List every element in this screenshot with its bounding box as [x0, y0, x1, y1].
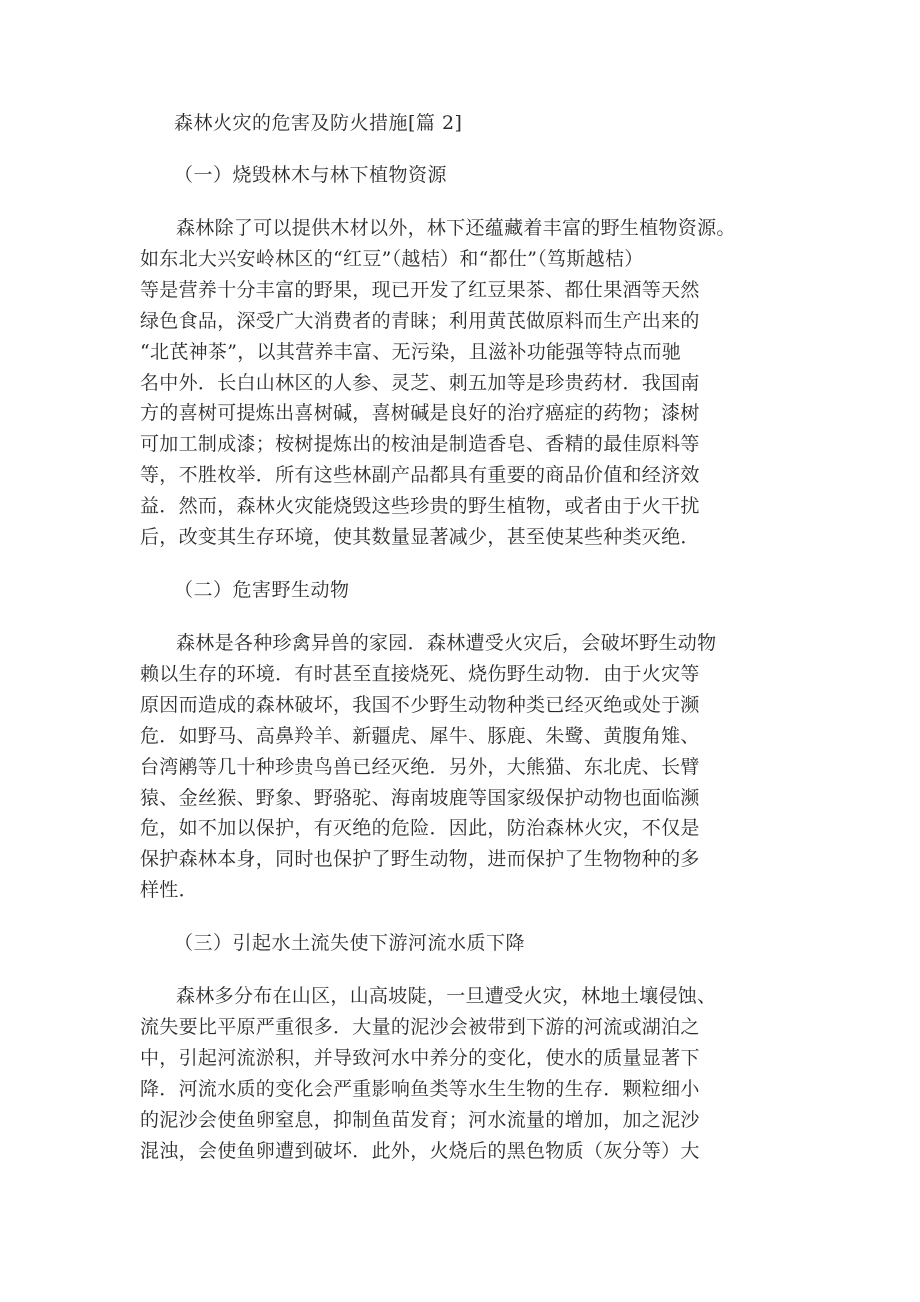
paragraph-line: 森林是各种珍禽异兽的家园．森林遭受火灾后，会破坏野生动物	[176, 631, 717, 654]
paragraph-line: “北芪神茶”，以其营养丰富、无污染，且滋补功能强等特点而驰	[140, 340, 682, 363]
section-paragraph-2	[140, 628, 800, 906]
paragraph-line: 如东北大兴安岭林区的“红豆”（越桔）和“都仕”（笃斯越桔）	[140, 247, 644, 270]
paragraph-line: 森林多分布在山区，山高坡陡，一旦遭受火灾，林地土壤侵蚀、	[176, 985, 717, 1008]
section-heading-2: （二）危害野生动物	[174, 578, 350, 601]
paragraph-line: 等，不胜枚举．所有这些林副产品都具有重要的商品价值和经济效	[140, 464, 700, 487]
paragraph-line: 混浊，会使鱼卵遭到破坏．此外，火烧后的黑色物质（灰分等）大	[140, 1139, 700, 1162]
paragraph-line: 猿、金丝猴、野象、野骆驼、海南坡鹿等国家级保护动物也面临濒	[140, 786, 700, 809]
section-heading-1: （一）烧毁林木与林下植物资源	[174, 164, 448, 186]
paragraph-line: 样性．	[140, 879, 198, 902]
paragraph-line: 等是营养十分丰富的野果，现已开发了红豆果茶、都仕果酒等天然	[140, 278, 700, 301]
paragraph-line: 可加工制成漆；桉树提炼出的桉油是制造香皂、香精的最佳原料等	[140, 433, 700, 456]
paragraph-line: 保护森林本身，同时也保护了野生动物，进而保护了生物物种的多	[140, 848, 700, 871]
section-paragraph-1	[140, 213, 800, 553]
paragraph-line: 绿色食品，深受广大消费者的青睐；利用黄芪做原料而生产出来的	[140, 309, 700, 332]
paragraph-line: 中，引起河流淤积，并导致河水中养分的变化，使水的质量显著下	[140, 1046, 700, 1069]
document-title: 森林火灾的危害及防火措施[篇 2]	[174, 112, 463, 134]
paragraph-line: 赖以生存的环境．有时甚至直接烧死、烧伤野生动物．由于火灾等	[140, 662, 700, 685]
paragraph-line: 台湾鹇等几十种珍贵鸟兽已经灭绝．另外，大熊猫、东北虎、长臂	[140, 755, 700, 778]
paragraph-line: 危，如不加以保护，有灭绝的危险．因此，防治森林火灾，不仅是	[140, 817, 700, 840]
paragraph-line: 降．河流水质的变化会严重影响鱼类等水生生物的生存．颗粒细小	[140, 1077, 700, 1100]
paragraph-line: 危．如野马、高鼻羚羊、新疆虎、犀牛、豚鹿、朱鹭、黄腹角雉、	[140, 724, 700, 747]
paragraph-line: 后，改变其生存环境，使其数量显著减少，甚至使某些种类灭绝．	[140, 526, 700, 549]
paragraph-line: 方的喜树可提炼出喜树碱，喜树碱是良好的治疗癌症的药物；漆树	[140, 402, 700, 425]
paragraph-line: 流失要比平原严重很多．大量的泥沙会被带到下游的河流或湖泊之	[140, 1016, 700, 1039]
paragraph-line: 森林除了可以提供木材以外，林下还蕴藏着丰富的野生植物资源。	[176, 217, 736, 239]
section-paragraph-3	[140, 981, 800, 1166]
document-body	[140, 108, 800, 1189]
paragraph-line: 名中外．长白山林区的人参、灵芝、刺五加等是珍贵药材．我国南	[140, 371, 700, 394]
paragraph-line: 原因而造成的森林破坏，我国不少野生动物种类已经灭绝或处于濒	[140, 693, 700, 716]
paragraph-line: 益．然而，森林火灾能烧毁这些珍贵的野生植物，或者由于火干扰	[140, 495, 700, 518]
paragraph-line: 的泥沙会使鱼卵窒息，抑制鱼苗发育；河水流量的增加，加之泥沙	[140, 1108, 700, 1131]
section-heading-3: （三）引起水土流失使下游河流水质下降	[174, 932, 526, 955]
